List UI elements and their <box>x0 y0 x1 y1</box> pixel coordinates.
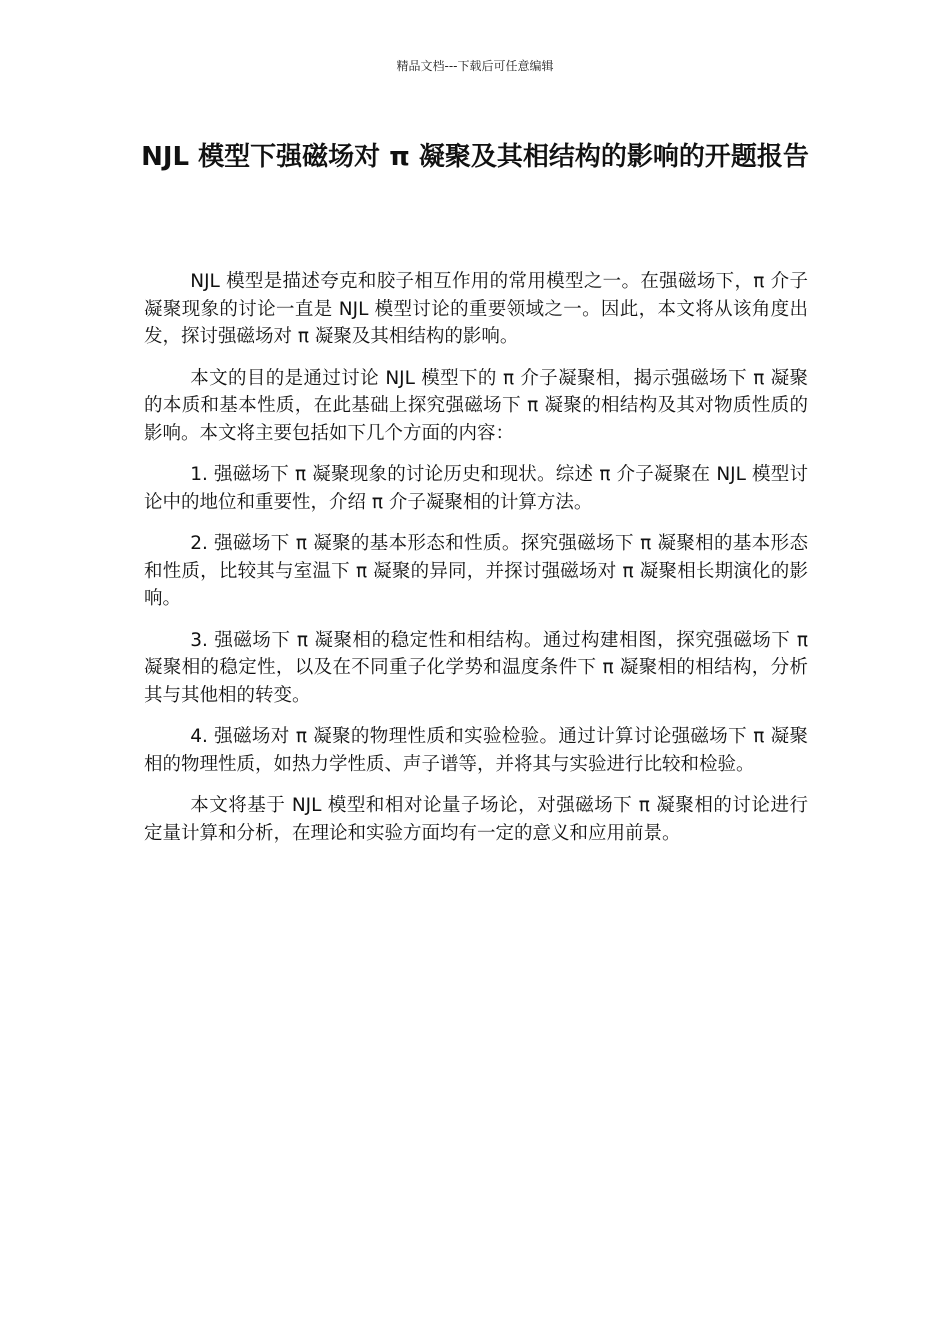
paragraph-conclusion: 本文将基于 NJL 模型和相对论量子场论，对强磁场下 π 凝聚相的讨论进行定量计算和分析，在理论和实验方面均有一定的意义和应用前景。 <box>144 795 808 844</box>
list-item-3: 3. 强磁场下 π 凝聚相的稳定性和相结构。通过构建相图，探究强磁场下 π 凝聚相的稳定性，以及在不同重子化学势和温度条件下 π 凝聚相的相结构，分析其与其他相的转变。 <box>144 629 808 706</box>
paragraph-purpose: 本文的目的是通过讨论 NJL 模型下的 π 介子凝聚相，揭示强磁场下 π 凝聚的本质和基本性质，在此基础上探究强磁场下 π 凝聚的相结构及其对物质性质的影响。本文将主要包括如下几个方面的内容： <box>144 367 808 444</box>
list-item-4: 4. 强磁场对 π 凝聚的物理性质和实验检验。通过计算讨论强磁场下 π 凝聚相的物理性质，如热力学性质、声子谱等，并将其与实验进行比较和检验。 <box>144 726 808 775</box>
list-item-2: 2. 强磁场下 π 凝聚的基本形态和性质。探究强磁场下 π 凝聚相的基本形态和性质，比较其与室温下 π 凝聚的异同，并探讨强磁场对 π 凝聚相长期演化的影响。 <box>144 533 808 609</box>
document-title: NJL 模型下强磁场对 π 凝聚及其相结构的影响的开题报告 <box>141 142 809 172</box>
list-item-1: 1. 强磁场下 π 凝聚现象的讨论历史和现状。综述 π 介子凝聚在 NJL 模型讨论中的地位和重要性，介绍 π 介子凝聚相的计算方法。 <box>144 464 808 513</box>
header-note: 精品文档---下载后可任意编辑 <box>396 59 554 73</box>
document-body <box>144 268 808 861</box>
paragraph-intro: NJL 模型是描述夸克和胶子相互作用的常用模型之一。在强磁场下，π 介子凝聚现象的讨论一直是 NJL 模型讨论的重要领域之一。因此，本文将从该角度出发，探讨强磁场对 π 凝聚及其相结构的影响。 <box>144 271 808 347</box>
